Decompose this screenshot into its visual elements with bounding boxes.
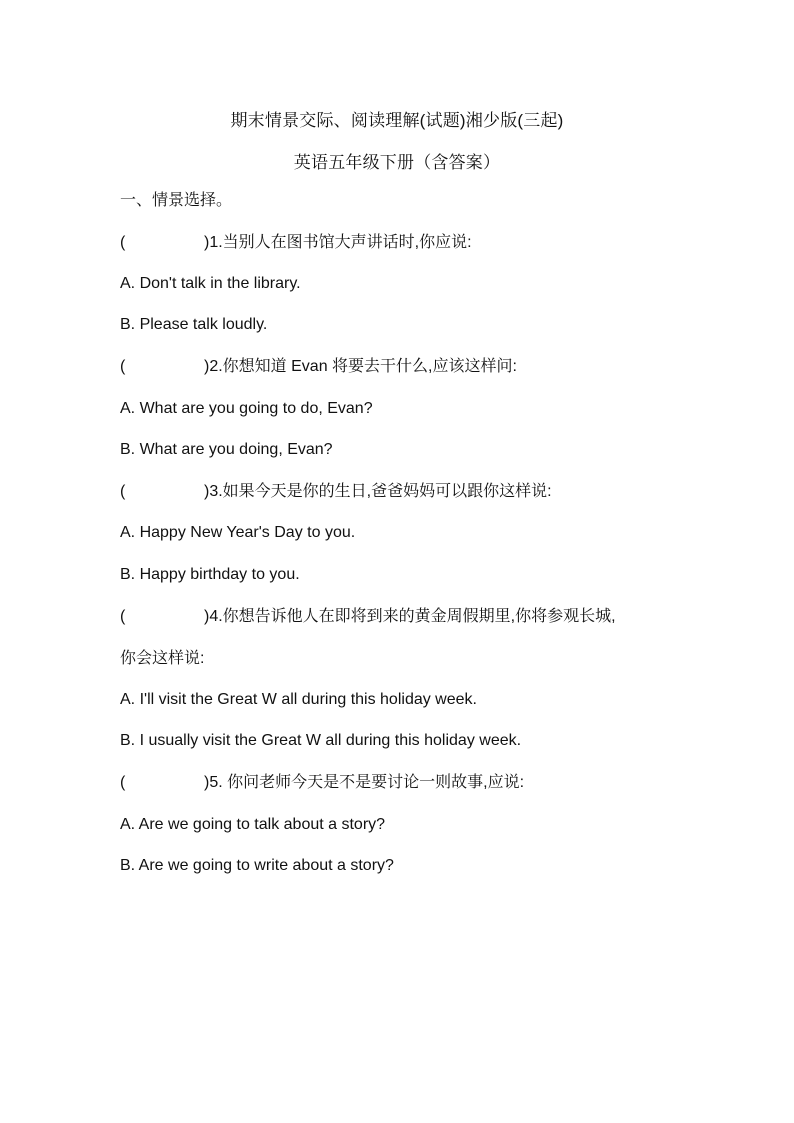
question-2 (120, 356, 517, 378)
question-prompt: )3.如果今天是你的生日,爸爸妈妈可以跟你这样说: (204, 483, 552, 500)
document-subtitle: 英语五年级下册（含答案） (293, 153, 501, 172)
option-b: B. Are we going to write about a story? (120, 857, 394, 874)
option-a: A. I'll visit the Great W all during this holiday week. (120, 691, 477, 708)
option-b: B. Happy birthday to you. (120, 566, 300, 583)
answer-blank: ( (120, 358, 126, 375)
question-prompt-continued: 你会这样说: (120, 650, 205, 667)
question-5 (120, 772, 524, 794)
answer-blank: ( (120, 608, 126, 625)
document-title: 期末情景交际、阅读理解(试题)湘少版(三起) (230, 111, 564, 130)
section-heading: 一、情景选择。 (120, 192, 233, 209)
question-prompt: )2.你想知道 Evan 将要去干什么,应该这样问: (204, 358, 517, 375)
question-1 (120, 232, 472, 254)
question-4 (120, 606, 616, 628)
question-prompt: )4.你想告诉他人在即将到来的黄金周假期里,你将参观长城, (204, 608, 616, 625)
option-b: B. I usually visit the Great W all during this holiday week. (120, 732, 522, 749)
answer-blank: ( (120, 234, 126, 251)
answer-blank: ( (120, 774, 126, 791)
option-a: A. Don't talk in the library. (120, 275, 301, 292)
question-3 (120, 481, 552, 503)
option-b: B. What are you doing, Evan? (120, 441, 333, 458)
question-prompt: )1.当别人在图书馆大声讲话时,你应说: (204, 234, 472, 251)
option-a: A. Happy New Year's Day to you. (120, 524, 356, 541)
option-a: A. Are we going to talk about a story? (120, 816, 386, 833)
option-b: B. Please talk loudly. (120, 316, 268, 333)
answer-blank: ( (120, 483, 126, 500)
option-a: A. What are you going to do, Evan? (120, 400, 373, 417)
question-prompt: )5. 你问老师今天是不是要讨论一则故事,应说: (204, 774, 525, 791)
